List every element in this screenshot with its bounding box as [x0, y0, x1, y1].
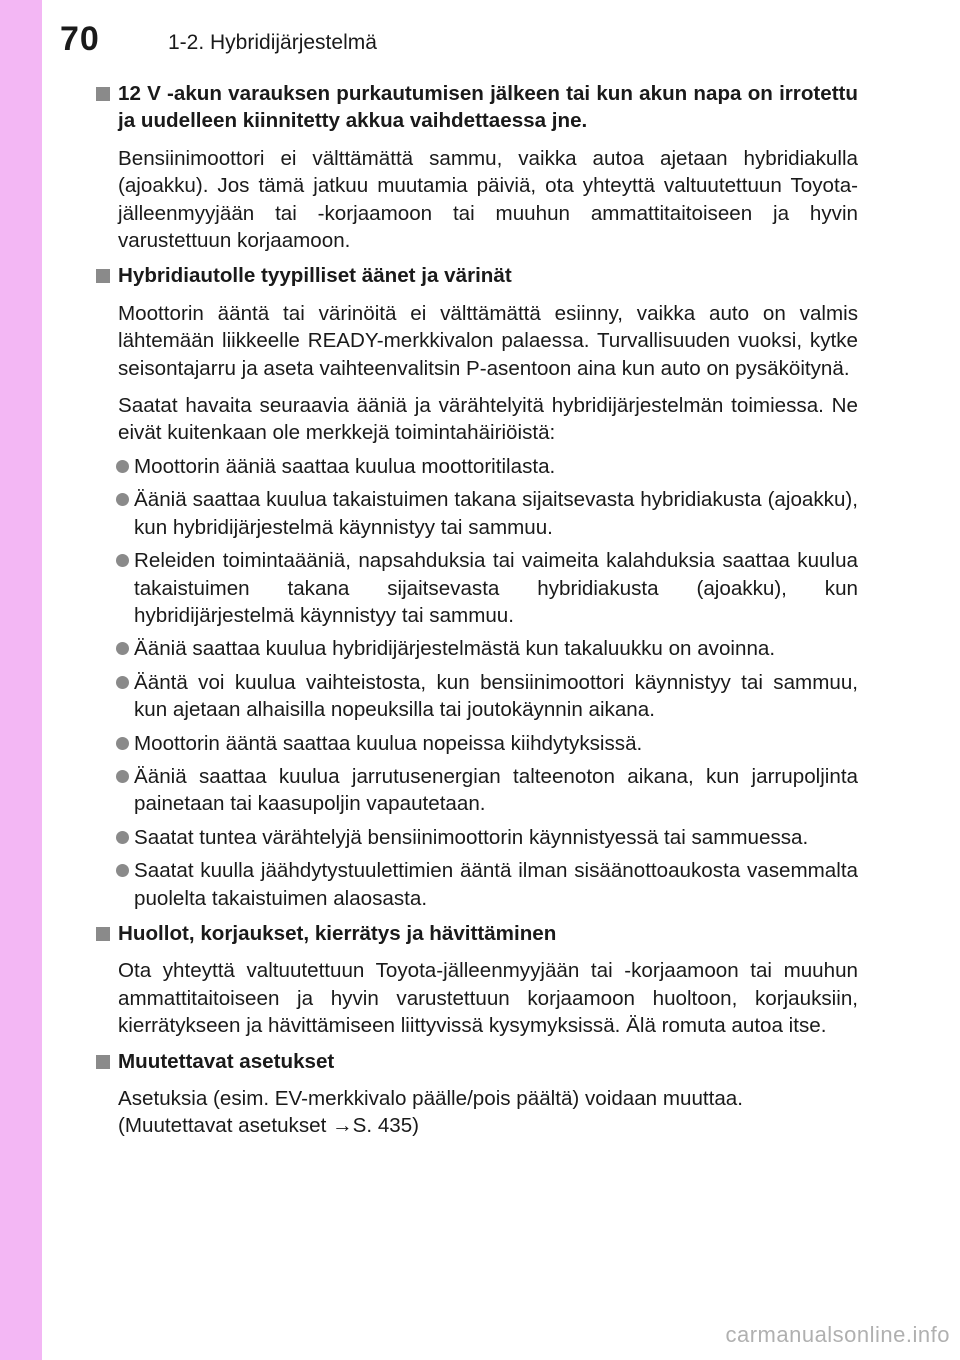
list-item-text: Saatat tuntea värähtelyjä bensiinimoottorin käynnistyessä tai sammuessa.	[134, 825, 809, 849]
list-item	[96, 857, 858, 912]
list-item	[96, 824, 858, 851]
round-bullet-icon	[116, 770, 129, 783]
cross-reference[interactable]: (Muutettavat asetukset →S. 435)	[118, 1114, 420, 1138]
section-heading	[96, 262, 858, 289]
list-item	[96, 486, 858, 541]
section-maintenance	[96, 920, 858, 1040]
list-item-text: Ääniä saattaa kuulua takaistuimen takana sijaitsevasta hybridiakusta (ajoakku), kun hybridijärjestelmä käynnistyy tai sammuu.	[134, 488, 858, 539]
square-bullet-icon	[96, 927, 110, 941]
paragraph: Bensiinimoottori ei välttämättä sammu, vaikka autoa ajetaan hybridiakulla (ajoakku). Jos tämä jatkuu muutamia päiviä, ota yhteyttä valtuutettuun Toyota-jälleenmyyjään tai -korjaamoon tai muuhun ammattitaitoiseen ja hyvin varustettuun korjaamoon.	[118, 146, 858, 253]
section-settings	[96, 1048, 858, 1140]
section-hybrid-sounds	[96, 262, 858, 912]
section-title: 1-2. Hybridijärjestelmä	[168, 31, 377, 54]
page-content	[96, 80, 858, 1140]
list-item-text: Releiden toimintaääniä, napsahduksia tai vaimeita kalahduksia saattaa kuulua takaistuimen takana sijaitsevasta hybridiakusta (ajoakku), kun hybridijärjestelmä käynnistyy tai sammuu.	[134, 549, 858, 627]
heading-text: 12 V -akun varauksen purkautumisen jälkeen tai kun akun napa on irrotettu ja uudelleen kiinnitetty akkua vaihdettaessa jne.	[118, 82, 858, 133]
list-item-text: Ääniä saattaa kuulua jarrutusenergian talteenoton aikana, kun jarrupoljinta painetaan tai kaasupoljin vapautetaan.	[134, 764, 858, 816]
list-item	[96, 763, 858, 818]
round-bullet-icon	[116, 737, 129, 750]
square-bullet-icon	[96, 87, 110, 101]
list-item-text: Saatat kuulla jäähdytystuulettimien ääntä ilman sisäänottoaukosta vasemmalta puolelta takaistuimen alaosasta.	[134, 859, 858, 910]
side-tab-bar	[0, 0, 42, 1360]
list-item	[96, 669, 858, 724]
paragraph: Moottorin ääntä tai värinöitä ei välttämättä esiinny, vaikka auto on valmis lähtemään liikkeelle READY-merkkivalon palaessa. Turvallisuuden vuoksi, kytke seisontajarru ja aseta vaihteenvalitsin P-asentoon aina kun auto on pysäköitynä.	[118, 301, 858, 380]
section-heading	[96, 80, 858, 135]
round-bullet-icon	[116, 554, 129, 567]
page-header	[0, 0, 960, 80]
page-number: 70	[60, 20, 100, 58]
section-heading	[96, 1048, 858, 1075]
sound-list	[96, 453, 858, 912]
list-item	[96, 547, 858, 629]
round-bullet-icon	[116, 864, 129, 877]
list-item	[96, 453, 858, 480]
list-item-text: Moottorin ääntä saattaa kuulua nopeissa kiihdytyksissä.	[134, 731, 643, 755]
round-bullet-icon	[116, 642, 129, 655]
paragraph: Asetuksia (esim. EV-merkkivalo päälle/pois päältä) voidaan muuttaa.	[118, 1087, 743, 1110]
round-bullet-icon	[116, 493, 129, 506]
section-12v-battery	[96, 80, 858, 254]
square-bullet-icon	[96, 269, 110, 283]
heading-text: Huollot, korjaukset, kierrätys ja hävittäminen	[118, 921, 557, 945]
list-item-text: Ääntä voi kuulua vaihteistosta, kun bensiinimoottori käynnistyy tai sammuu, kun ajetaan alhaisilla nopeuksilla tai joutokäynnin aikana.	[134, 670, 858, 722]
round-bullet-icon	[116, 460, 129, 473]
square-bullet-icon	[96, 1055, 110, 1069]
paragraph: Saatat havaita seuraavia ääniä ja värähtelyitä hybridijärjestelmän toimiessa. Ne eivät kuitenkaan ole merkkejä toimintahäiriöistä:	[118, 394, 858, 445]
list-item	[96, 635, 858, 662]
list-item	[96, 730, 858, 757]
heading-text: Muutettavat asetukset	[118, 1049, 335, 1073]
round-bullet-icon	[116, 676, 129, 689]
paragraph: Ota yhteyttä valtuutettuun Toyota-jälleenmyyjään tai -korjaamoon tai muuhun ammattitaitoiseen ja hyvin varustettuun korjaamoon huoltoon, korjauksiin, kierrätykseen ja hävittämiseen liittyvissä kysymyksissä. Älä romuta autoa itse.	[118, 959, 858, 1038]
list-item-text: Moottorin ääniä saattaa kuulua moottoritilasta.	[134, 454, 556, 478]
heading-text: Hybridiautolle tyypilliset äänet ja värinät	[118, 264, 512, 288]
list-item-text: Ääniä saattaa kuulua hybridijärjestelmästä kun takaluukku on avoinna.	[134, 637, 776, 661]
section-heading	[96, 920, 858, 947]
round-bullet-icon	[116, 831, 129, 844]
watermark-text: carmanualsonline.info	[725, 1322, 950, 1347]
